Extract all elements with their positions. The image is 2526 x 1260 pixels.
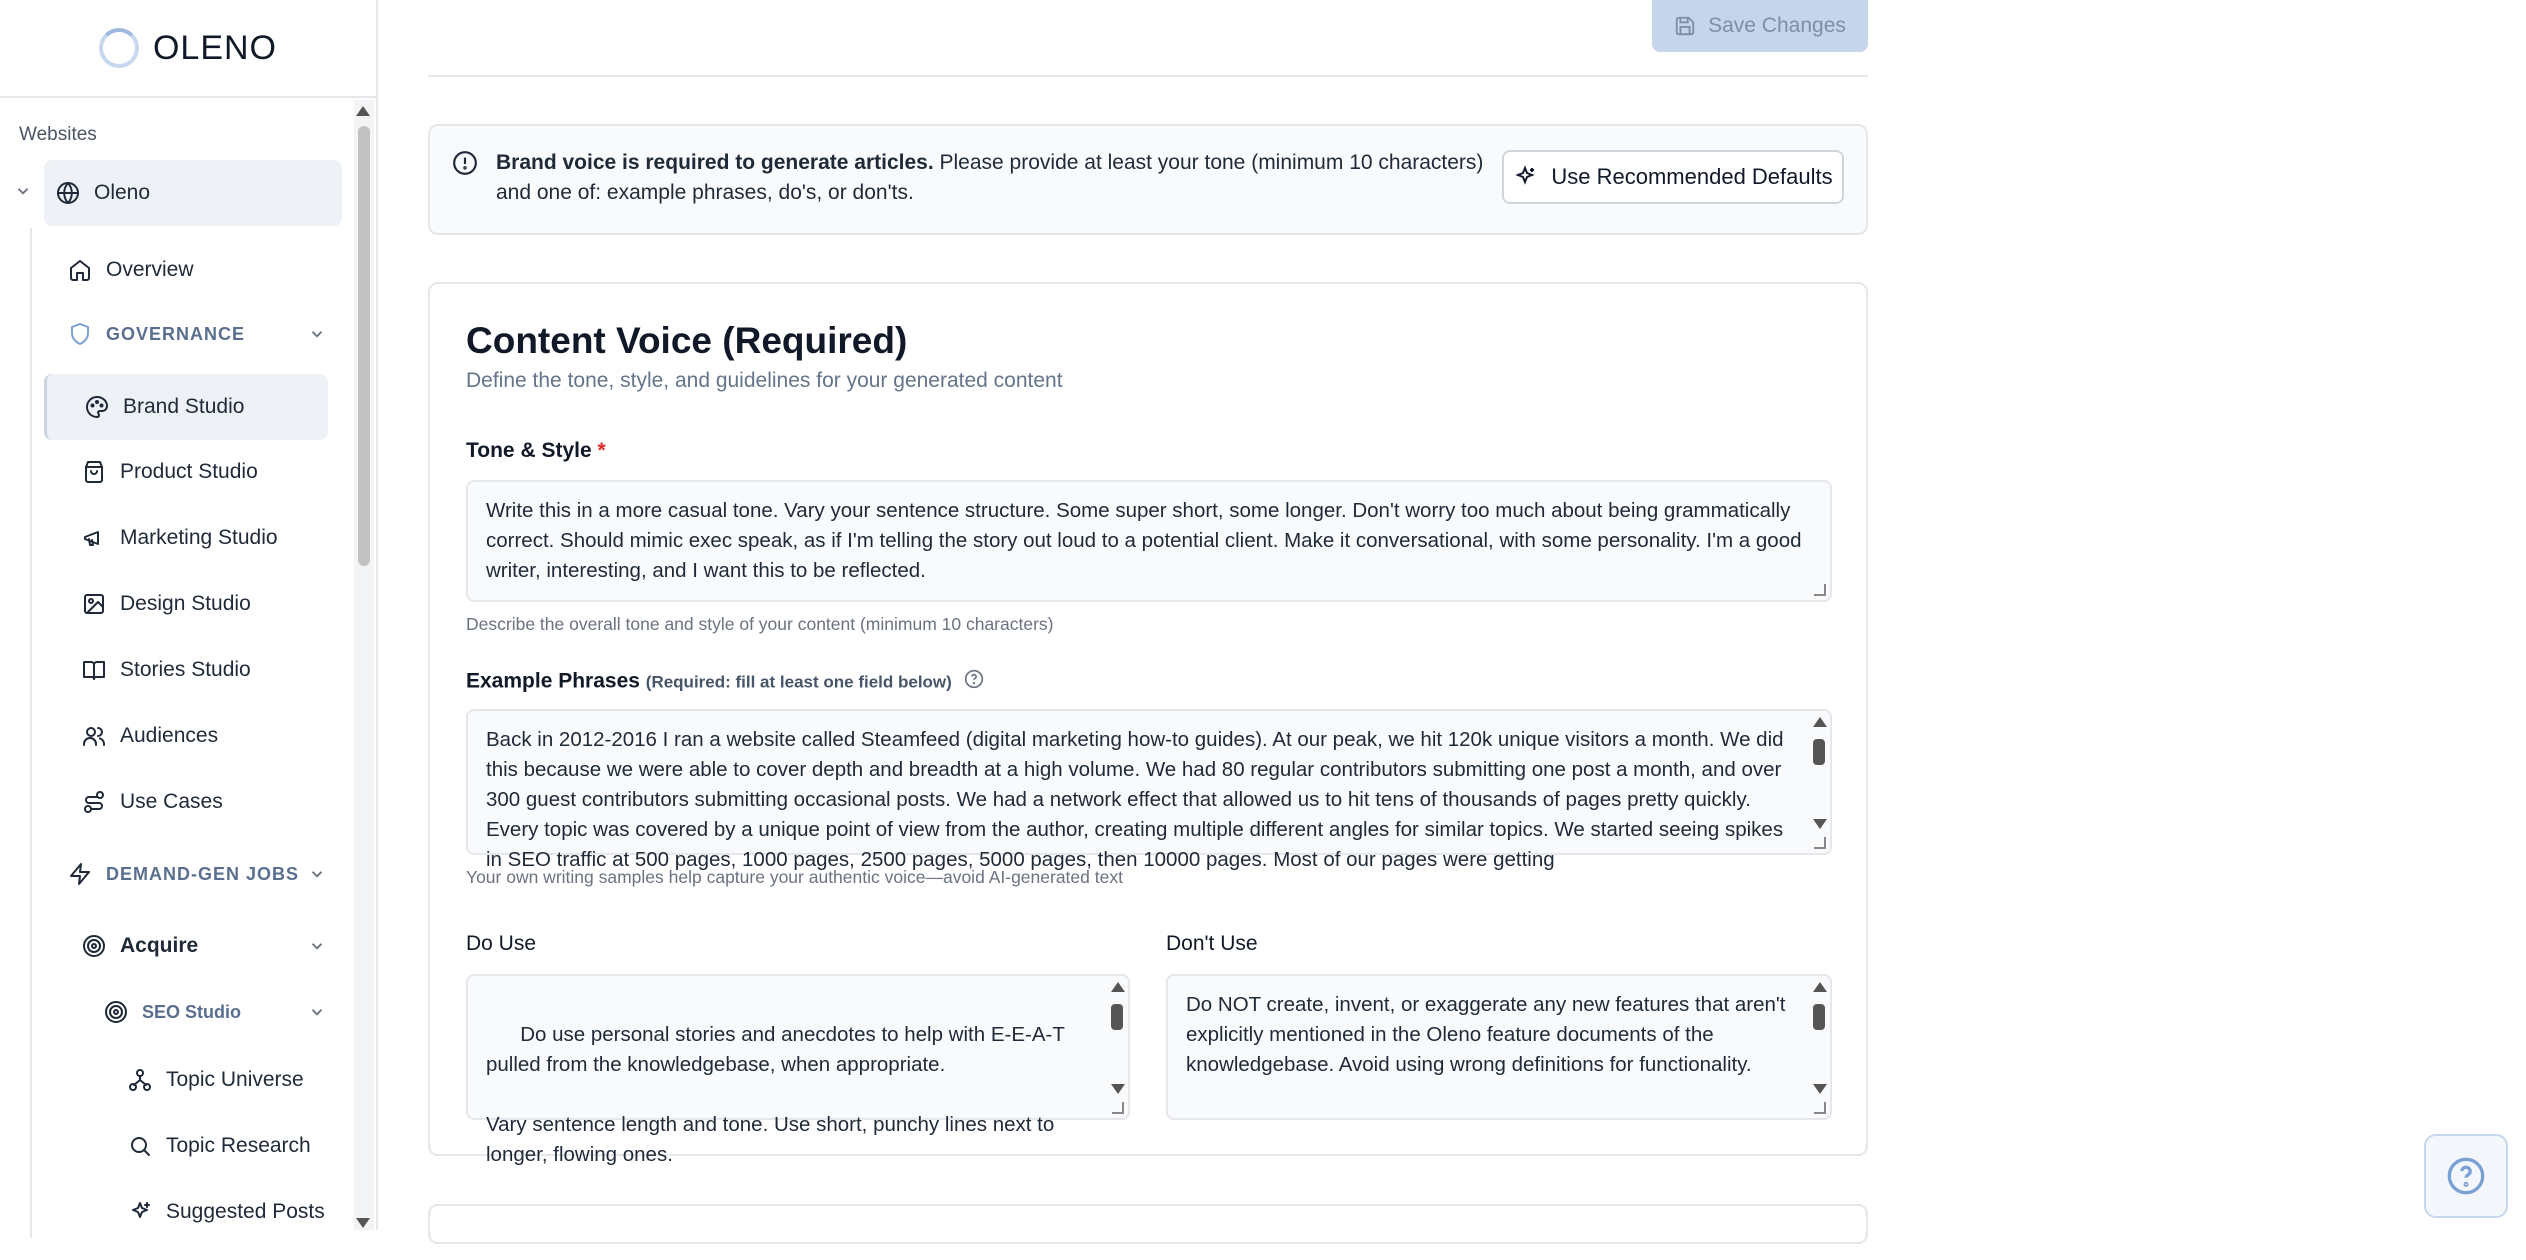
- users-icon: [80, 722, 108, 750]
- sidebar-nav: [0, 100, 356, 1230]
- website-item-oleno[interactable]: [44, 160, 342, 226]
- sidebar-item-label: Marketing Studio: [120, 526, 278, 549]
- logo-text: OLENO: [152, 28, 278, 67]
- example-phrases-label: [466, 669, 984, 695]
- sidebar-item-use-cases[interactable]: [80, 780, 436, 824]
- sidebar-item-seo-studio[interactable]: [102, 990, 326, 1034]
- sidebar-item-label: Suggested Posts: [166, 1200, 325, 1223]
- example-phrases-help: Your own writing samples help capture your authentic voice—avoid AI-generated text: [466, 867, 1123, 887]
- textarea-value: Do use personal stories and anecdotes to help with E-E-A-T pulled from the knowledgebase, when appropriate. Vary sentence length and tone. Use short, punchy lines next to longer, flowing ones.: [486, 1023, 1065, 1166]
- scroll-down-arrow-icon[interactable]: [356, 1218, 370, 1228]
- sidebar-item-label: Stories Studio: [120, 658, 251, 681]
- tone-style-label: [466, 439, 606, 463]
- sidebar-item-label: SEO Studio: [142, 1001, 241, 1022]
- sidebar-item-label: Overview: [106, 258, 194, 281]
- route-icon: [80, 788, 108, 816]
- globe-icon: [54, 179, 82, 207]
- sidebar-item-label: Use Cases: [120, 790, 223, 813]
- button-label: Use Recommended Defaults: [1551, 164, 1833, 189]
- tree-line: [30, 228, 32, 1238]
- logo[interactable]: [0, 0, 376, 98]
- sidebar-item-marketing-studio[interactable]: [80, 516, 436, 560]
- divider: [428, 75, 1868, 77]
- sidebar-scrollbar-thumb[interactable]: [358, 126, 370, 566]
- sidebar-item-label: Acquire: [120, 934, 199, 957]
- sidebar-item-label: Product Studio: [120, 460, 258, 483]
- image-icon: [80, 590, 108, 618]
- website-label: Oleno: [94, 181, 151, 204]
- sidebar-item-label: Audiences: [120, 724, 219, 747]
- save-icon: [1674, 15, 1696, 37]
- palette-icon: [83, 393, 111, 421]
- resize-handle[interactable]: [1112, 1102, 1124, 1114]
- target-icon: [80, 932, 108, 960]
- notice-bold-text: Brand voice is required to generate articles.: [496, 151, 934, 174]
- sidebar-item-audiences[interactable]: [80, 714, 436, 758]
- sidebar-item-product-studio[interactable]: [80, 450, 436, 494]
- home-icon: [66, 256, 94, 284]
- sidebar-group-demand-gen-jobs[interactable]: [66, 852, 326, 896]
- sparkles-icon: [126, 1198, 154, 1226]
- brand-voice-notice: [428, 124, 1868, 235]
- sidebar: [0, 0, 378, 1230]
- sidebar-item-design-studio[interactable]: [80, 582, 436, 626]
- label-text: Example Phrases: [466, 669, 640, 693]
- tone-style-textarea[interactable]: [466, 480, 1832, 602]
- chevron-down-icon[interactable]: [308, 325, 326, 348]
- sidebar-item-brand-studio[interactable]: [44, 374, 328, 440]
- sidebar-item-label: Topic Universe: [166, 1068, 304, 1091]
- section-label: Websites: [19, 124, 97, 145]
- use-recommended-defaults-button[interactable]: [1502, 150, 1844, 204]
- target-icon: [102, 998, 130, 1026]
- help-button[interactable]: [2424, 1134, 2508, 1218]
- textarea-value: Do NOT create, invent, or exaggerate any new features that aren't explicitly mentioned in the Oleno feature documents of the knowledgebase. Avoid using wrong definitions for functionality.: [1186, 993, 1786, 1076]
- save-button-label: Save Changes: [1708, 14, 1846, 37]
- tone-style-help: Describe the overall tone and style of your content (minimum 10 characters): [466, 614, 1054, 634]
- textarea-scrollbar[interactable]: [1108, 978, 1126, 1116]
- textarea-value: Back in 2012-2016 I ran a website called Steamfeed (digital marketing how-to guides). At our peak, we hit 120k unique visitors a month. We did this because we were able to cover depth and breadth at a high volume. We had 80 regular contributors submitting one post a month, and over 300 guest contributors submitting occasional posts. We had a network effect that allowed us to hit tens of thousands of pages pretty quickly. Every topic was covered by a unique point of view from the author, creating multiple different angles for similar topics. We started seeing spikes in SEO traffic at 500 pages, 1000 pages, 2500 pages, 5000 pages, then 10000 pages. Most of our pages were getting: [486, 728, 1784, 871]
- textarea-scrollbar[interactable]: [1810, 713, 1828, 851]
- chevron-down-icon[interactable]: [308, 937, 326, 960]
- example-phrases-textarea[interactable]: [466, 709, 1832, 871]
- shield-icon: [66, 320, 94, 348]
- dont-use-textarea[interactable]: [1166, 974, 1832, 1120]
- sidebar-item-label: Brand Studio: [123, 395, 245, 418]
- resize-handle[interactable]: [1814, 1102, 1826, 1114]
- sidebar-group-label: GOVERNANCE: [106, 323, 246, 344]
- scroll-up-arrow-icon[interactable]: [356, 106, 370, 116]
- sparkles-icon: [1513, 165, 1537, 189]
- sidebar-item-stories-studio[interactable]: [80, 648, 436, 692]
- chevron-down-icon[interactable]: [14, 182, 32, 205]
- shopping-bag-icon: [80, 458, 108, 486]
- sidebar-group-label: DEMAND-GEN JOBS: [106, 863, 300, 884]
- textarea-scrollbar[interactable]: [1810, 978, 1828, 1116]
- resize-handle[interactable]: [1814, 837, 1826, 849]
- next-section-card: [428, 1204, 1868, 1244]
- textarea-value: Write this in a more casual tone. Vary your sentence structure. Some super short, some longer. Don't worry too much about being grammatically correct. Should mimic exec speak, as if I'm telling the story out loud to a potential client. Make it conversational, with some personality. I'm a good writer, interesting, and I want this to be reflected.: [486, 499, 1802, 582]
- content-voice-card: [428, 282, 1868, 1166]
- dont-use-label: Don't Use: [1166, 932, 1258, 955]
- info-icon: [452, 150, 478, 176]
- resize-handle[interactable]: [1814, 584, 1826, 596]
- help-circle-icon: [2446, 1156, 2486, 1196]
- notice-body-text: Please provide at least your tone (minimum 10 characters) and one of: example phrases, do's, or don'ts.: [496, 151, 1484, 204]
- book-icon: [80, 656, 108, 684]
- logo-mark-icon: [99, 28, 139, 68]
- network-icon: [126, 1066, 154, 1094]
- sidebar-group-governance[interactable]: [66, 312, 326, 356]
- card-subtitle: Define the tone, style, and guidelines for your generated content: [466, 369, 1063, 392]
- label-text: Tone & Style: [466, 439, 592, 462]
- zap-icon: [66, 860, 94, 888]
- label-hint: (Required: fill at least one field below): [645, 672, 952, 692]
- megaphone-icon: [80, 524, 108, 552]
- notice-text: [496, 148, 1496, 208]
- required-mark: *: [597, 439, 606, 462]
- help-circle-icon[interactable]: [964, 669, 984, 695]
- chevron-down-icon[interactable]: [308, 1003, 326, 1026]
- card-title: Content Voice (Required): [466, 320, 908, 361]
- do-use-label: Do Use: [466, 932, 537, 955]
- save-button[interactable]: [1652, 0, 1868, 52]
- chevron-down-icon[interactable]: [308, 865, 326, 888]
- do-use-textarea[interactable]: [466, 974, 1130, 1166]
- sidebar-item-acquire[interactable]: [80, 924, 326, 968]
- sidebar-item-label: Design Studio: [120, 592, 251, 615]
- sidebar-item-label: Topic Research: [166, 1134, 311, 1157]
- search-icon: [126, 1132, 154, 1160]
